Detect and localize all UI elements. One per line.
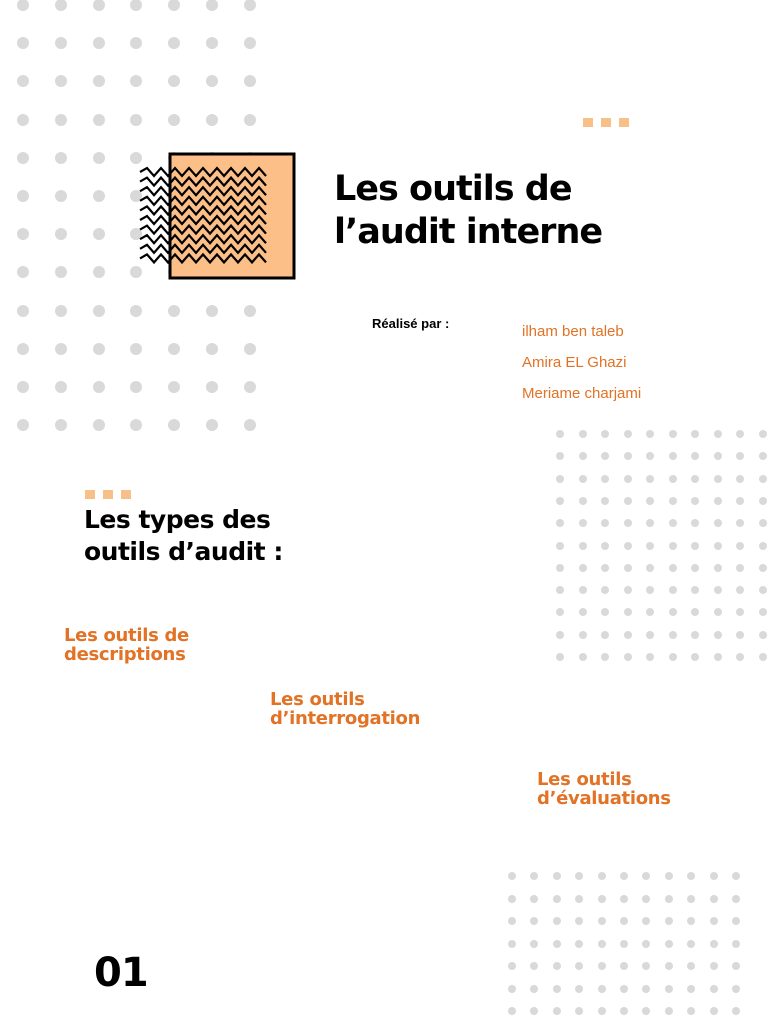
document-title-line-2: l’audit interne	[334, 212, 603, 252]
decorative-dot	[93, 190, 105, 202]
decorative-dot	[759, 631, 767, 639]
decorative-dot	[206, 75, 218, 87]
decorative-dot	[130, 0, 142, 11]
decorative-dot	[575, 917, 583, 925]
decorative-dot	[93, 37, 105, 49]
decorative-dot	[646, 430, 654, 438]
decorative-dot	[669, 452, 677, 460]
author-name: ilham ben taleb	[522, 323, 624, 340]
decorative-dot	[687, 895, 695, 903]
decorative-dot	[646, 564, 654, 572]
decorative-dot	[714, 452, 722, 460]
decorative-dot	[598, 895, 606, 903]
decorative-dot	[556, 475, 564, 483]
decorative-dot	[556, 542, 564, 550]
decorative-dot	[206, 419, 218, 431]
decorative-dot	[598, 962, 606, 970]
decorative-dot	[642, 917, 650, 925]
decorative-dot	[244, 419, 256, 431]
decorative-dot	[93, 419, 105, 431]
decorative-dot	[130, 381, 142, 393]
decorative-dot	[601, 452, 609, 460]
decorative-dot	[579, 564, 587, 572]
decorative-dot	[206, 114, 218, 126]
decorative-dot	[736, 497, 744, 505]
decorative-dot	[691, 452, 699, 460]
decorative-dot	[642, 940, 650, 948]
tool-type-line: d’interrogation	[270, 708, 421, 729]
decorative-dot	[710, 940, 718, 948]
decorative-dot	[93, 305, 105, 317]
decorative-dot	[669, 497, 677, 505]
decorative-dot	[244, 114, 256, 126]
decorative-dot	[691, 475, 699, 483]
decorative-dot	[244, 75, 256, 87]
decorative-dot	[579, 519, 587, 527]
decorative-dot	[624, 430, 632, 438]
decorative-dot	[55, 114, 67, 126]
decorative-dot	[759, 608, 767, 616]
decorative-dot	[669, 631, 677, 639]
wave-square-logo-icon	[136, 152, 298, 282]
section-heading-line-2: outils d’audit :	[84, 537, 283, 566]
decorative-dot	[624, 519, 632, 527]
decorative-dot	[168, 114, 180, 126]
decorative-dot	[736, 452, 744, 460]
decorative-dot	[579, 452, 587, 460]
decorative-dot	[687, 985, 695, 993]
decorative-dot	[646, 653, 654, 661]
decorative-dot	[530, 872, 538, 880]
decorative-dot	[55, 381, 67, 393]
decorative-dot	[736, 519, 744, 527]
decorative-dot	[17, 381, 29, 393]
decorative-dot	[579, 430, 587, 438]
decorative-dot	[691, 631, 699, 639]
author-name: Meriame charjami	[522, 385, 642, 402]
decorative-dot	[601, 608, 609, 616]
decorative-dot	[669, 586, 677, 594]
decorative-dot	[508, 917, 516, 925]
decorative-dot	[620, 895, 628, 903]
decorative-dot	[624, 475, 632, 483]
decorative-dot	[556, 586, 564, 594]
decorative-dot	[642, 872, 650, 880]
decorative-dot	[732, 1007, 740, 1015]
decorative-dot	[665, 962, 673, 970]
decorative-dot	[736, 608, 744, 616]
decorative-dot	[759, 542, 767, 550]
decorative-dot	[17, 305, 29, 317]
decorative-dot	[620, 962, 628, 970]
decorative-dot	[598, 917, 606, 925]
decorative-dot	[508, 872, 516, 880]
decorative-dot	[17, 152, 29, 164]
decorative-dot	[736, 564, 744, 572]
decorative-dot	[714, 542, 722, 550]
decorative-dot	[598, 872, 606, 880]
decorative-dot	[598, 940, 606, 948]
decorative-dot	[646, 475, 654, 483]
decorative-dot	[624, 608, 632, 616]
decorative-dot	[130, 75, 142, 87]
decorative-dot	[130, 305, 142, 317]
decorative-dot	[736, 653, 744, 661]
decorative-dot	[579, 653, 587, 661]
decorative-dot	[55, 0, 67, 11]
decorative-dot	[665, 1007, 673, 1015]
decorative-dot	[624, 631, 632, 639]
decorative-dot	[168, 0, 180, 11]
decorative-dot	[732, 940, 740, 948]
decorative-dot	[646, 519, 654, 527]
decorative-dot	[244, 305, 256, 317]
tool-type-line: Les outils	[270, 689, 365, 710]
decorative-dot	[736, 586, 744, 594]
decorative-dot	[687, 940, 695, 948]
decorative-dot	[759, 564, 767, 572]
section-heading	[84, 504, 283, 568]
decorative-dot	[130, 343, 142, 355]
decorative-dot	[642, 962, 650, 970]
decorative-dot	[646, 608, 654, 616]
section-heading-line-1: Les types des	[84, 505, 271, 534]
decorative-dot	[575, 872, 583, 880]
decorative-dot	[17, 343, 29, 355]
decorative-dot	[710, 895, 718, 903]
decorative-dot	[669, 475, 677, 483]
decorative-dot	[691, 497, 699, 505]
decorative-dot	[624, 564, 632, 572]
decorative-dot	[17, 75, 29, 87]
decorative-dot	[669, 564, 677, 572]
decorative-dot	[736, 430, 744, 438]
decorative-dot	[665, 895, 673, 903]
decorative-dot	[759, 475, 767, 483]
decorative-dot	[601, 497, 609, 505]
decorative-dot	[579, 542, 587, 550]
decorative-dot	[759, 497, 767, 505]
decorative-dot	[206, 305, 218, 317]
decorative-dot	[710, 872, 718, 880]
decorative-dot	[553, 985, 561, 993]
decorative-dot	[710, 962, 718, 970]
tool-type-descriptions	[64, 626, 189, 664]
decorative-dot	[553, 917, 561, 925]
decorative-dot	[601, 475, 609, 483]
tool-type-line: Les outils de	[64, 625, 189, 646]
decorative-dot	[530, 940, 538, 948]
decorative-dot	[55, 75, 67, 87]
decorative-dot	[714, 430, 722, 438]
document-title-line-1: Les outils de	[334, 169, 572, 209]
decorative-dot	[556, 564, 564, 572]
decorative-dot	[530, 895, 538, 903]
decorative-dot	[601, 542, 609, 550]
decorative-dot	[687, 1007, 695, 1015]
decorative-dot	[691, 586, 699, 594]
decorative-dot	[575, 962, 583, 970]
decorative-dot	[646, 631, 654, 639]
decorative-dot	[646, 497, 654, 505]
decorative-dot	[508, 940, 516, 948]
decorative-dot	[736, 542, 744, 550]
decorative-dot	[93, 228, 105, 240]
decorative-dot	[530, 985, 538, 993]
decorative-dot	[642, 895, 650, 903]
decorative-dot	[732, 985, 740, 993]
decorative-dot	[714, 608, 722, 616]
decorative-dot	[168, 343, 180, 355]
decorative-dot	[530, 962, 538, 970]
decorative-dot	[579, 497, 587, 505]
decorative-dot	[710, 917, 718, 925]
decorative-dot	[55, 419, 67, 431]
decorative-dot	[17, 0, 29, 11]
decorative-dot	[508, 985, 516, 993]
decorative-dot	[646, 542, 654, 550]
decorative-dot	[244, 37, 256, 49]
decorative-dot	[691, 564, 699, 572]
decorative-dot	[669, 430, 677, 438]
decorative-dot	[206, 37, 218, 49]
decorative-dot	[669, 519, 677, 527]
decorative-dot	[714, 497, 722, 505]
credits-label: Réalisé par :	[372, 316, 450, 331]
decorative-dot	[669, 608, 677, 616]
decorative-dot	[620, 872, 628, 880]
decorative-dot	[691, 430, 699, 438]
decorative-dot	[93, 114, 105, 126]
decorative-dot	[714, 653, 722, 661]
decorative-dot	[55, 228, 67, 240]
decorative-dot	[553, 872, 561, 880]
decorative-dot	[665, 940, 673, 948]
tool-type-evaluations	[537, 770, 671, 808]
decorative-dot	[556, 497, 564, 505]
decorative-dot	[710, 1007, 718, 1015]
decorative-dot	[732, 917, 740, 925]
decorative-dot	[579, 631, 587, 639]
decorative-dot	[244, 381, 256, 393]
decorative-dot	[553, 940, 561, 948]
decorative-dot	[553, 962, 561, 970]
decorative-dot	[759, 452, 767, 460]
decorative-dot	[601, 586, 609, 594]
decorative-dot	[530, 1007, 538, 1015]
decorative-dot	[93, 381, 105, 393]
decorative-dot	[759, 519, 767, 527]
author-name: Amira EL Ghazi	[522, 354, 627, 371]
decorative-dot	[556, 519, 564, 527]
decorative-dot	[55, 266, 67, 278]
decorative-dot	[93, 152, 105, 164]
tool-type-line: d’évaluations	[537, 788, 671, 809]
tool-type-interrogation	[270, 690, 420, 728]
decorative-dot	[691, 608, 699, 616]
decorative-dot	[553, 895, 561, 903]
tool-type-line: descriptions	[64, 644, 186, 665]
decorative-dot	[556, 430, 564, 438]
decorative-dot	[732, 962, 740, 970]
decorative-dot	[17, 37, 29, 49]
decorative-dot	[691, 653, 699, 661]
decorative-dot	[17, 190, 29, 202]
decorative-dot	[553, 1007, 561, 1015]
decorative-dot	[624, 452, 632, 460]
decorative-dot	[620, 940, 628, 948]
decorative-dot	[714, 475, 722, 483]
decorative-dot	[556, 608, 564, 616]
decorative-dot	[624, 653, 632, 661]
decorative-dot	[598, 1007, 606, 1015]
decorative-dot	[508, 962, 516, 970]
decorative-dot	[601, 653, 609, 661]
decorative-dot	[646, 452, 654, 460]
decorative-dot	[714, 564, 722, 572]
decorative-dot	[579, 475, 587, 483]
decorative-dot	[530, 917, 538, 925]
decorative-dot	[168, 75, 180, 87]
decorative-dot	[714, 586, 722, 594]
decorative-dot	[624, 542, 632, 550]
decorative-dot	[55, 305, 67, 317]
decorative-dot	[168, 37, 180, 49]
decorative-dot	[168, 305, 180, 317]
decorative-dot	[691, 542, 699, 550]
decorative-dot	[759, 653, 767, 661]
decorative-dot	[601, 519, 609, 527]
decorative-dot	[736, 475, 744, 483]
decorative-dot	[556, 452, 564, 460]
decorative-dot	[620, 917, 628, 925]
decorative-dot	[168, 419, 180, 431]
decorative-dot	[642, 1007, 650, 1015]
decorative-dot	[130, 114, 142, 126]
decorative-dot	[93, 75, 105, 87]
decorative-dot	[556, 653, 564, 661]
decorative-dot	[714, 631, 722, 639]
accent-squares-section	[85, 490, 131, 499]
decorative-dot	[579, 586, 587, 594]
accent-squares-top	[583, 118, 629, 127]
decorative-dot	[508, 1007, 516, 1015]
decorative-dot	[665, 985, 673, 993]
decorative-dot	[206, 381, 218, 393]
decorative-dot	[687, 962, 695, 970]
decorative-dot	[575, 940, 583, 948]
decorative-dot	[55, 343, 67, 355]
decorative-dot	[732, 895, 740, 903]
decorative-dot	[601, 631, 609, 639]
decorative-dot	[598, 985, 606, 993]
document-title	[334, 168, 602, 254]
decorative-dot	[624, 497, 632, 505]
decorative-dot	[55, 152, 67, 164]
decorative-dot	[556, 631, 564, 639]
decorative-dot	[575, 985, 583, 993]
decorative-dot	[601, 430, 609, 438]
decorative-dot	[206, 343, 218, 355]
decorative-dot	[759, 586, 767, 594]
decorative-dot	[206, 0, 218, 11]
decorative-dot	[732, 872, 740, 880]
decorative-dot	[17, 419, 29, 431]
decorative-dot	[130, 419, 142, 431]
decorative-dot	[620, 985, 628, 993]
decorative-dot	[244, 0, 256, 11]
decorative-dot	[691, 519, 699, 527]
decorative-dot	[736, 631, 744, 639]
decorative-dot	[55, 37, 67, 49]
decorative-dot	[508, 895, 516, 903]
decorative-dot	[93, 266, 105, 278]
decorative-dot	[669, 542, 677, 550]
decorative-dot	[244, 343, 256, 355]
decorative-dot	[620, 1007, 628, 1015]
decorative-dot	[17, 228, 29, 240]
decorative-dot	[93, 0, 105, 11]
decorative-dot	[575, 1007, 583, 1015]
decorative-dot	[55, 190, 67, 202]
decorative-dot	[624, 586, 632, 594]
decorative-dot	[687, 872, 695, 880]
decorative-dot	[665, 917, 673, 925]
tool-type-line: Les outils	[537, 769, 632, 790]
decorative-dot	[17, 266, 29, 278]
decorative-dot	[759, 430, 767, 438]
decorative-dot	[687, 917, 695, 925]
decorative-dot	[168, 381, 180, 393]
decorative-dot	[130, 37, 142, 49]
decorative-dot	[665, 872, 673, 880]
decorative-dot	[93, 343, 105, 355]
decorative-dot	[601, 564, 609, 572]
decorative-dot	[646, 586, 654, 594]
decorative-dot	[710, 985, 718, 993]
decorative-dot	[579, 608, 587, 616]
decorative-dot	[575, 895, 583, 903]
decorative-dot	[714, 519, 722, 527]
page-number: 01	[94, 950, 148, 996]
decorative-dot	[17, 114, 29, 126]
decorative-dot	[642, 985, 650, 993]
decorative-dot	[669, 653, 677, 661]
